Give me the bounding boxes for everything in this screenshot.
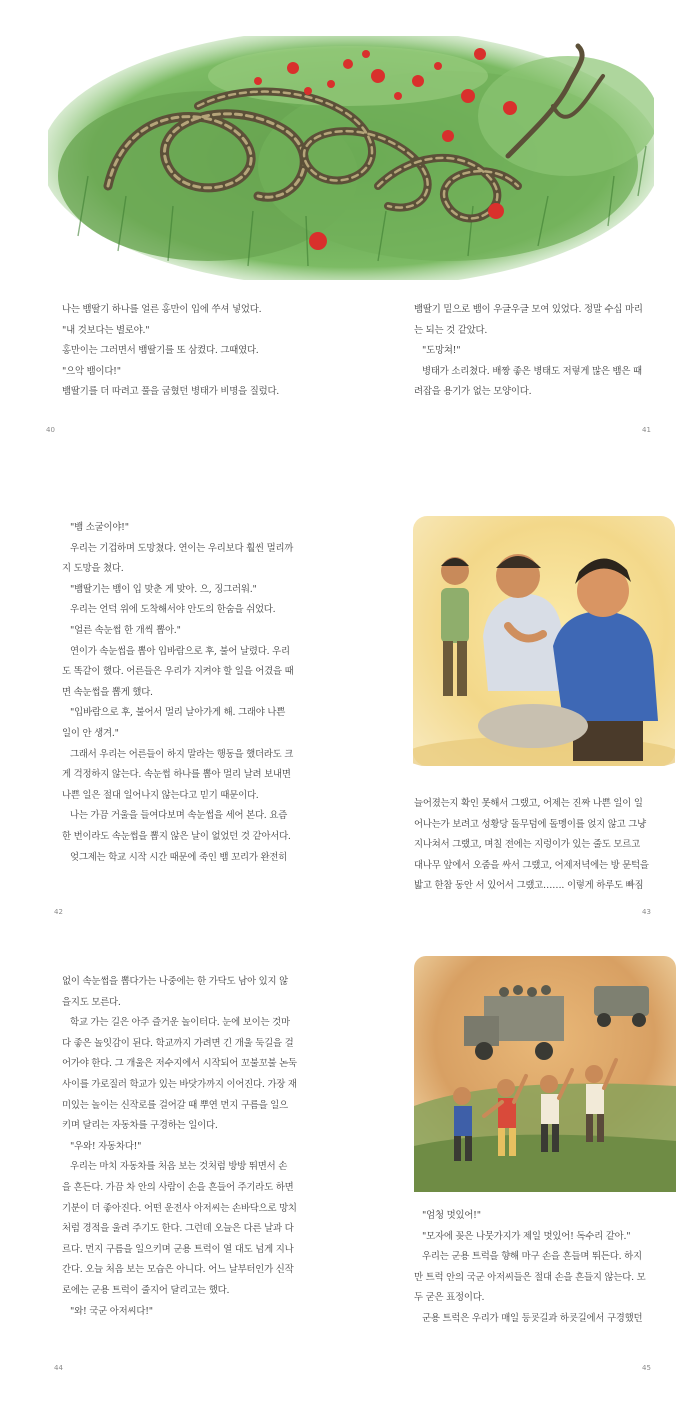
page-number: 40 [46,426,55,434]
paragraph: 병태가 소리쳤다. 배짱 좋은 병태도 저렇게 많은 뱀은 때 [422,365,642,377]
paragraph: 밟고 한참 동안 서 있어서 그랬고……. 이렇게 하루도 빠짐 [414,880,644,892]
paragraph: 군용 트럭은 우리가 매일 등굣길과 하굣길에서 구경했던 [422,1312,643,1324]
paragraph: 대나무 앞에서 오줌을 싸서 그랬고, 어제저녁에는 방 문턱을 [414,859,649,871]
page-number: 44 [54,1364,63,1372]
page-42-text [62,518,332,868]
paragraph: 처럼 경적을 울려 주기도 한다. 그런데 오늘은 다른 날과 다 [62,1223,294,1235]
paragraph: 뱀딸기 밑으로 뱀이 우글우글 모여 있었다. 정말 수십 마리 [414,304,643,315]
paragraph: 그래서 우리는 어른들이 하지 말라는 행동을 했더라도 크 [70,748,294,760]
paragraph: 로에는 군용 트럭이 줄지어 달리고는 했다. [62,1284,230,1296]
paragraph: "뱀 소굴이야!" [70,522,129,533]
paragraph: 르다. 먼지 구름을 일으키며 군용 트럭이 열 대도 넘게 지나 [62,1243,294,1255]
paragraph: 키며 달리는 자동차를 구경하는 일이다. [62,1120,218,1132]
paragraph: 나쁜 일은 절대 일어나지 않는다고 믿기 때문이다. [62,789,259,801]
spread-pages-40-41 [0,0,700,468]
page-number: 43 [642,908,651,916]
page-43-text [414,794,684,897]
page-41 [350,0,700,468]
page-number: 41 [642,426,651,434]
paragraph: "모자에 꽂은 나뭇가지가 제일 멋있어! 독수리 같아." [422,1230,631,1242]
page-40 [0,0,350,468]
paragraph: "으악 뱀이다!" [62,365,121,377]
page-45 [350,936,700,1406]
page-41-text [414,300,684,403]
spread-pages-44-45 [0,936,700,1406]
paragraph: 나는 가끔 거울을 들여다보며 속눈썹을 세어 본다. 요즘 [70,810,288,822]
paragraph: 지나쳐서 그랬고, 며칠 전에는 지렁이가 있는 줄도 모르고 [414,839,640,851]
paragraph: "엄청 멋있어!" [422,1210,481,1221]
page-number: 45 [642,1364,651,1372]
paragraph: 우리는 기겁하며 도망쳤다. 연이는 우리보다 훨씬 멀리까 [70,542,294,554]
paragraph: 홍만이는 그러면서 뱀딸기를 또 삼켰다. 그때였다. [62,345,259,357]
paragraph: 을지도 모른다. [62,996,121,1008]
paragraph: 학교 가는 길은 아주 즐거운 놀이터다. 눈에 보이는 것마 [70,1017,290,1029]
paragraph: 두 굳은 표정이다. [414,1292,485,1304]
paragraph: 엊그제는 학교 시작 시간 때문에 죽인 뱀 꼬리가 완전히 [70,851,288,863]
page-42 [0,468,350,936]
paragraph: 게 걱정하지 않는다. 속눈썹 하나를 뽑아 멀리 날려 보내면 [62,769,291,781]
paragraph: "도망쳐!" [422,345,461,357]
paragraph: "내 것보다는 별로야." [62,324,150,336]
paragraph: "와! 국군 아저씨다!" [70,1305,153,1317]
paragraph: 나는 뱀딸기 하나를 얼른 홍만이 입에 쑤셔 넣었다. [62,304,262,315]
paragraph: "얼른 속눈썹 한 개씩 뽑아." [70,624,181,636]
paragraph: 다 좋은 놀잇감이 된다. 학교까지 가려면 긴 개울 둑길을 걸 [62,1037,294,1049]
page-40-text [54,300,324,403]
spread-pages-42-43 [0,468,700,936]
paragraph: 연이가 속눈썹을 뽑아 입바람으로 후, 불어 날렸다. 우리 [70,645,290,657]
paragraph: 우리는 언덕 위에 도착해서야 안도의 한숨을 쉬었다. [70,604,276,616]
paragraph: 사이를 가로질러 학교가 있는 바닷가까지 이어진다. 가장 재 [62,1078,297,1090]
paragraph: 려잡을 용기가 없는 모양이다. [414,386,532,398]
paragraph: 기분이 더 좋아진다. 어떤 운전사 아저씨는 손바닥으로 망치 [62,1202,297,1214]
children-illustration [413,516,675,766]
page-45-text [414,1206,684,1330]
paragraph: 어나는가 보려고 성황당 돌무덤에 돌멩이를 얹지 않고 그냥 [414,818,647,830]
page-44-text [62,972,332,1322]
page-number: 42 [54,908,63,916]
paragraph: 한 번이라도 속눈썹을 뽑지 않은 날이 없었던 것 같아서다. [62,830,291,842]
paragraph: 면 속눈썹을 뽑게 했다. [62,686,153,698]
page-44 [0,936,350,1406]
paragraph: 간다. 오늘 처음 보는 모습은 아니다. 어느 날부터인가 신작 [62,1264,294,1276]
paragraph: 뱀딸기를 더 따려고 풀을 굽혔던 병태가 비명을 질렀다. [62,386,280,398]
paragraph: 을 흔든다. 가끔 차 안의 사람이 손을 흔들어 주기라도 하면 [62,1181,294,1193]
paragraph: "뱀딸기는 뱀이 입 맞춘 게 맞아. 으, 징그러워." [70,583,257,595]
page-43 [350,468,700,936]
paragraph: "입바람으로 후, 불어서 멀리 날아가게 해. 그래야 나쁜 [70,707,286,719]
paragraph: 늘어졌는지 확인 못해서 그랬고, 어제는 진짜 나쁜 일이 일 [414,798,643,809]
paragraph: 만 트럭 안의 국군 아저씨들은 절대 손을 흔들지 않는다. 모 [414,1271,646,1283]
paragraph: "우와! 자동차다!" [70,1140,142,1152]
paragraph: 없이 속눈썹을 뽑다가는 나중에는 한 가닥도 남아 있지 않 [62,976,288,987]
paragraph: 우리는 마치 자동차를 처음 보는 것처럼 방방 뛰면서 손 [70,1161,288,1173]
paragraph: 는 되는 것 같았다. [414,324,488,336]
paragraph: 지 도망을 쳤다. [62,563,124,575]
paragraph: 일이 안 생겨." [62,727,119,739]
paragraph: 도 똑같이 했다. 어른들은 우리가 지켜야 할 일을 어겼을 때 [62,666,294,678]
paragraph: 우리는 군용 트럭을 향해 마구 손을 흔들며 뛰든다. 하지 [422,1251,642,1263]
paragraph: 미있는 놀이는 신작로를 걸어갈 때 뿌연 먼지 구름을 일으 [62,1099,288,1111]
paragraph: 어가야 한다. 그 개울은 저수지에서 시작되어 꼬불꼬불 논둑 [62,1058,297,1070]
trucks-illustration [414,956,676,1192]
